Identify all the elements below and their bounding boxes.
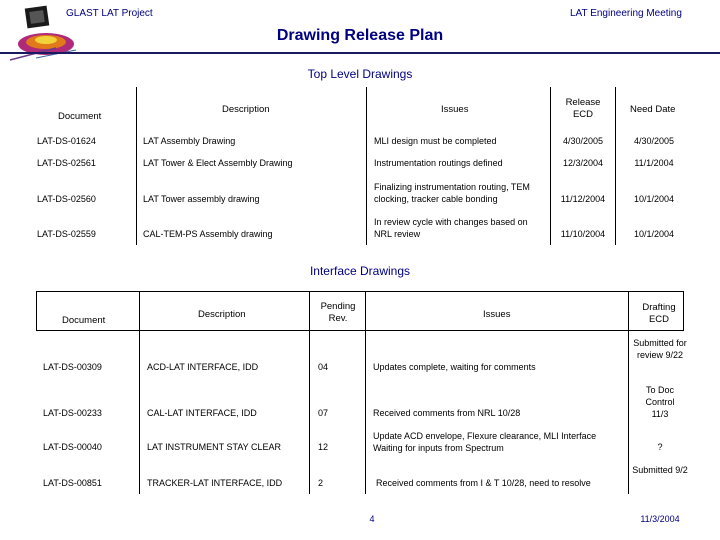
meeting-name: LAT Engineering Meeting — [570, 8, 682, 19]
cell-pending-rev: 12 — [318, 442, 329, 452]
cell-need-date: 10/1/2004 — [633, 194, 675, 204]
table-rule — [309, 291, 310, 494]
table-rule — [615, 87, 616, 245]
cell-release-ecd: 11/12/2004 — [560, 194, 606, 204]
column-header-description: Description — [222, 104, 270, 115]
cell-need-date: 11/1/2004 — [634, 158, 674, 168]
table-rule — [139, 291, 140, 494]
table-rule — [366, 87, 367, 245]
table-rule — [628, 291, 629, 494]
column-header-document: Document — [62, 315, 106, 326]
cell-document: LAT-DS-01624 — [37, 136, 96, 146]
cell-description: LAT Tower assembly drawing — [143, 194, 260, 204]
column-header-need-date: Need Date — [630, 104, 676, 115]
cell-issues: Instrumentation routings defined — [374, 158, 503, 168]
cell-need-date: 10/1/2004 — [633, 229, 675, 239]
cell-issues: In review cycle with changes based on NRL review — [374, 217, 528, 239]
cell-release-ecd: 12/3/2004 — [562, 158, 604, 168]
cell-document: LAT-DS-00040 — [43, 442, 102, 452]
cell-issues: Received comments from NRL 10/28 — [373, 408, 521, 418]
table-rule — [550, 87, 551, 245]
interface-section-title: Interface Drawings — [309, 264, 411, 278]
top-level-section-title: Top Level Drawings — [307, 67, 413, 81]
cell-document: LAT-DS-00309 — [43, 362, 102, 372]
cell-release-ecd: 4/30/2005 — [562, 136, 604, 146]
cell-issues: MLI design must be completed — [374, 136, 497, 146]
cell-description: LAT Tower & Elect Assembly Drawing — [143, 158, 293, 168]
cell-description: LAT Assembly Drawing — [143, 136, 236, 146]
footer-date: 11/3/2004 — [640, 514, 680, 524]
table-rule — [36, 291, 684, 292]
column-header-description: Description — [198, 309, 246, 320]
cell-release-ecd: 11/10/2004 — [560, 229, 606, 239]
cell-need-date: 4/30/2005 — [633, 136, 675, 146]
cell-description: CAL-TEM-PS Assembly drawing — [143, 229, 273, 239]
page-title: Drawing Release Plan — [276, 27, 444, 44]
column-header-drafting-ecd: Drafting ECD — [642, 302, 676, 325]
table-rule — [36, 330, 684, 331]
column-header-issues: Issues — [441, 104, 469, 115]
cell-document: LAT-DS-02559 — [37, 229, 96, 239]
table-rule — [36, 291, 37, 331]
table-rule — [365, 291, 366, 494]
cell-description: CAL-LAT INTERFACE, IDD — [147, 408, 257, 418]
table-rule — [136, 87, 137, 245]
column-header-document: Document — [58, 111, 102, 122]
column-header-pending-rev: Pending Rev. — [320, 301, 356, 324]
project-name: GLAST LAT Project — [66, 8, 153, 19]
cell-issues: Updates complete, waiting for comments — [373, 362, 536, 372]
cell-document: LAT-DS-02561 — [37, 158, 96, 168]
cell-issues: Update ACD envelope, Flexure clearance, MLI Interface Waiting for inputs from Spectrum — [373, 431, 597, 453]
cell-description: LAT INSTRUMENT STAY CLEAR — [147, 442, 282, 452]
cell-drafting-ecd: To Doc Control 11/3 — [645, 385, 675, 419]
column-header-release-ecd: Release ECD — [565, 97, 601, 120]
column-header-issues: Issues — [483, 309, 511, 320]
cell-pending-rev: 04 — [318, 362, 329, 372]
cell-pending-rev: 2 — [318, 478, 324, 488]
cell-drafting-ecd: Submitted for review 9/22 — [633, 338, 687, 360]
cell-document: LAT-DS-00233 — [43, 408, 102, 418]
cell-issues: Received comments from I & T 10/28, need to resolve — [376, 478, 591, 488]
cell-drafting-ecd: ? — [657, 442, 663, 452]
cell-document: LAT-DS-00851 — [43, 478, 102, 488]
cell-document: LAT-DS-02560 — [37, 194, 96, 204]
page-number: 4 — [369, 514, 375, 524]
cell-drafting-ecd: Submitted 9/2 — [632, 465, 688, 475]
cell-description: ACD-LAT INTERFACE, IDD — [147, 362, 259, 372]
cell-description: TRACKER-LAT INTERFACE, IDD — [147, 478, 283, 488]
title-divider — [0, 52, 720, 54]
cell-pending-rev: 07 — [318, 408, 329, 418]
cell-issues: Finalizing instrumentation routing, TEM clocking, tracker cable bonding — [374, 182, 530, 204]
